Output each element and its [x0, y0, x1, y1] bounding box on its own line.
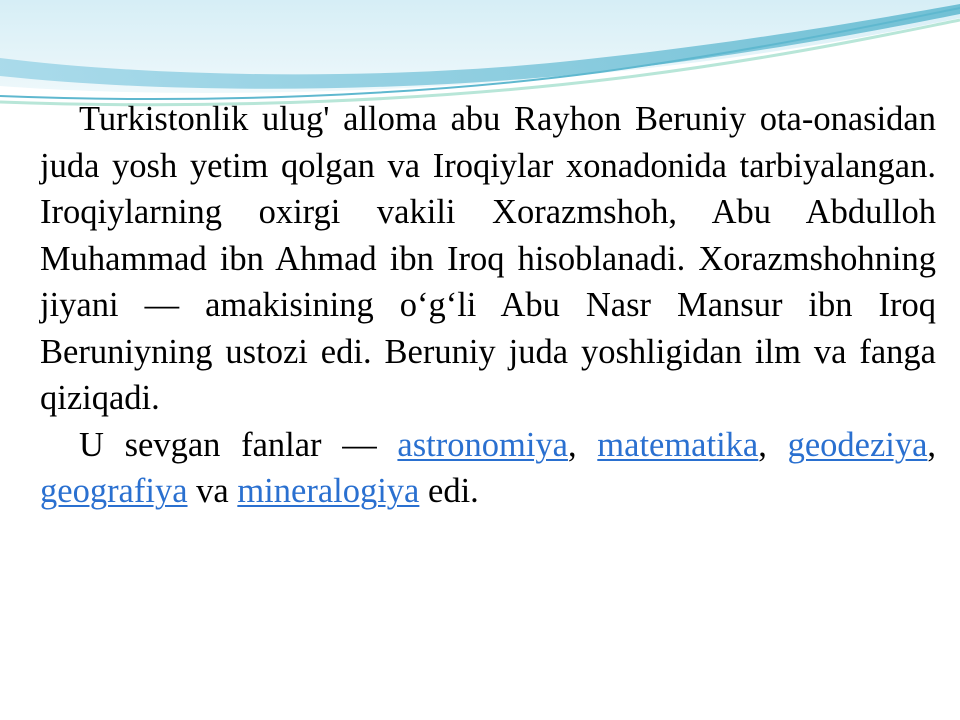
slide-body	[40, 96, 936, 515]
separator-comma: ,	[567, 425, 598, 464]
link-geodeziya[interactable]: geodeziya	[787, 425, 928, 464]
decorative-wave-header	[0, 0, 960, 110]
sciences-intro-text: U sevgan fanlar —	[79, 425, 398, 464]
separator-comma: ,	[758, 425, 788, 464]
paragraph-sciences	[40, 422, 936, 515]
link-astronomiya[interactable]: astronomiya	[397, 425, 568, 464]
link-geografiya[interactable]: geografiya	[40, 472, 188, 510]
separator-va: va	[187, 472, 238, 510]
separator-comma: ,	[927, 425, 937, 464]
link-matematika[interactable]: matematika	[597, 425, 759, 464]
link-mineralogiya[interactable]: mineralogiya	[237, 472, 420, 510]
paragraph-biography: Turkistonlik ulug' alloma abu Rayhon Beruniy ota-onasidan juda yosh yetim qolgan va Iroqiylar xonadonida tarbiyalangan. Iroqiylarning oxirgi vakili Xorazmshoh, Abu Abdulloh Muhammad ibn Ahmad ibn Iroq hisoblanadi. Xorazmshohning jiyani — amakisining o‘g‘li Abu Nasr Mansur ibn Iroq Beruniyning ustozi edi. Beruniy juda yoshligidan ilm va fanga qiziqadi.	[40, 100, 936, 417]
sciences-outro-text: edi.	[419, 472, 479, 510]
